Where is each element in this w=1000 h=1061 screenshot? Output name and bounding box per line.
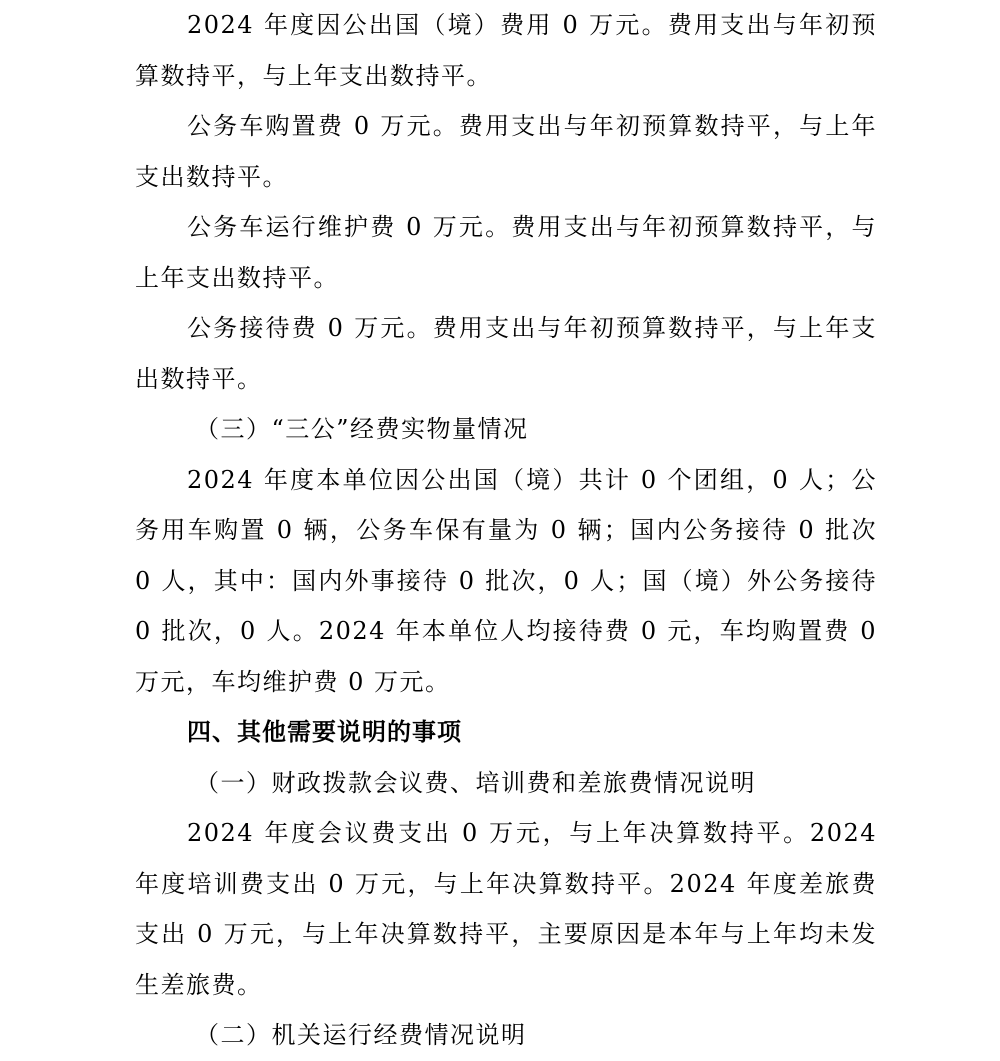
section-heading-other-matters: 四、其他需要说明的事项 xyxy=(187,718,462,746)
document-page xyxy=(135,0,877,1061)
paragraph-meeting-training-travel: 2024 年度会议费支出 0 万元，与上年决算数持平。2024 年度培训费支出 0 万元，与上年决算数持平。2024 年度差旅费支出 0 万元，与上年决算数持平，主要原因是本年与上年均未发生差旅费。 xyxy=(135,819,877,999)
paragraph-vehicle-maintenance: 公务车运行维护费 0 万元。费用支出与年初预算数持平，与上年支出数持平。 xyxy=(135,213,877,292)
paragraph-official-travel-abroad: 2024 年度因公出国（境）费用 0 万元。费用支出与年初预算数持平，与上年支出数持平。 xyxy=(135,11,877,90)
subheading-three-public-quantities: （三）“三公”经费实物量情况 xyxy=(195,415,529,443)
paragraph-physical-quantities: 2024 年度本单位因公出国（境）共计 0 个团组，0 人；公务用车购置 0 辆，公务车保有量为 0 辆；国内公务接待 0 批次 0 人，其中：国内外事接待 0 批次，0 人；国（境）外公务接待 0 批次，0 人。2024 年本单位人均接待费 0 元，车均购置费 0 万元，车均维护费 0 万元。 xyxy=(135,465,877,696)
paragraph-official-reception: 公务接待费 0 万元。费用支出与年初预算数持平，与上年支出数持平。 xyxy=(135,314,877,393)
subheading-meeting-training-travel: （一）财政拨款会议费、培训费和差旅费情况说明 xyxy=(195,768,756,797)
subheading-operating-expenses: （二）机关运行经费情况说明 xyxy=(195,1021,527,1049)
paragraph-vehicle-purchase: 公务车购置费 0 万元。费用支出与年初预算数持平，与上年支出数持平。 xyxy=(135,112,877,191)
